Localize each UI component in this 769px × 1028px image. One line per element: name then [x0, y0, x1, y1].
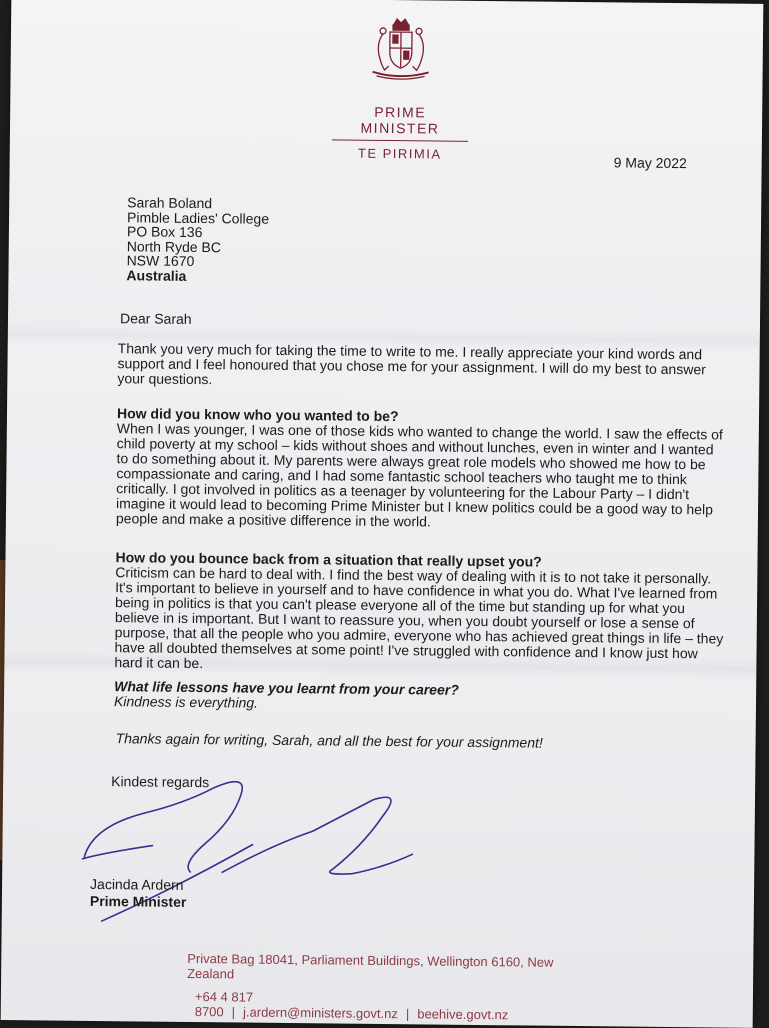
new-zealand-coat-of-arms-icon — [362, 18, 439, 85]
answer-paragraph: When I was younger, I was one of those kids who wanted to change the world. I saw the effects of child poverty at my school – kids without shoes and without lunches, even in winter and I wanted to do something about it. My parents were always great role models who showed me how to be compassionate and caring, and I had some fantastic school teachers who taught me to think critically. I got involved in politics as a teenager by volunteering for the Labour Party – I didn't imagine it would lead to becoming Prime Minister but I knew politics could be a good way to help people and make a positive difference in the world. — [116, 420, 723, 529]
question-section — [116, 406, 727, 532]
letter-footer — [187, 951, 558, 1023]
footer-email: j.ardern@ministers.govt.nz — [243, 1005, 398, 1022]
recipient-country: Australia — [126, 268, 268, 284]
footer-contacts — [187, 989, 557, 1023]
question-section — [114, 550, 725, 676]
letter-page — [1, 0, 764, 1028]
salutation: Dear Sarah — [120, 310, 192, 327]
answer-paragraph: Criticism can be hard to deal with. I find the best way of dealing with it is to not take it personally. It's important to believe in yourself and to have confidence in what you do. What I've learned from being in politics is that you can't please everyone all of the time but standing up for what you believe in is important. But I want to reassure you, when you doubt yourself or lose a sense of purpose, that all the people who you admire, everyone who has achieved great things in life – they have all doubted themselves at some point! I've struggled with confidence and I know just how hard it can be. — [114, 564, 723, 671]
footer-separator: | — [398, 1006, 418, 1021]
question-heading: How do you bounce back from a situation that really upset you? — [115, 550, 725, 571]
handwritten-signature-icon — [72, 773, 434, 937]
signoff: Kindest regards — [111, 773, 209, 790]
footer-separator: | — [224, 1004, 244, 1019]
recipient-address — [126, 195, 269, 283]
office-title — [310, 103, 491, 162]
office-title-english: PRIME MINISTER — [332, 103, 468, 141]
closing-line: Thanks again for writing, Sarah, and all the best for your assignment! — [116, 730, 543, 750]
signer-title: Prime Minister — [90, 893, 187, 911]
signer-name: Jacinda Ardern — [90, 876, 187, 894]
recipient-organisation: Pimble Ladies' College — [127, 210, 269, 226]
letter-date: 9 May 2022 — [614, 154, 687, 171]
question-section — [114, 679, 724, 715]
footer-phone: +64 4 817 8700 — [195, 989, 254, 1019]
intro-paragraph: Thank you very much for taking the time to write to me. I really appreciate your kind words and support and I feel honoured that you chose me for your assignment. I will do my best to answer your questions. — [117, 341, 727, 392]
office-title-maori: TE PIRIMIA — [310, 140, 490, 162]
signer-block — [90, 876, 187, 911]
recipient-po-box: PO Box 136 — [127, 224, 269, 240]
footer-website: beehive.govt.nz — [417, 1006, 508, 1022]
question-heading: What life lessons have you learnt from your career? — [114, 679, 724, 700]
question-heading: How did you know who you wanted to be? — [117, 406, 727, 427]
answer-paragraph: Kindness is everything. — [114, 693, 258, 711]
footer-address: Private Bag 18041, Parliament Buildings, Wellington 6160, New Zealand — [187, 951, 557, 985]
recipient-state-postcode: NSW 1670 — [127, 253, 269, 269]
recipient-suburb: North Ryde BC — [127, 239, 269, 255]
recipient-name: Sarah Boland — [127, 195, 269, 211]
